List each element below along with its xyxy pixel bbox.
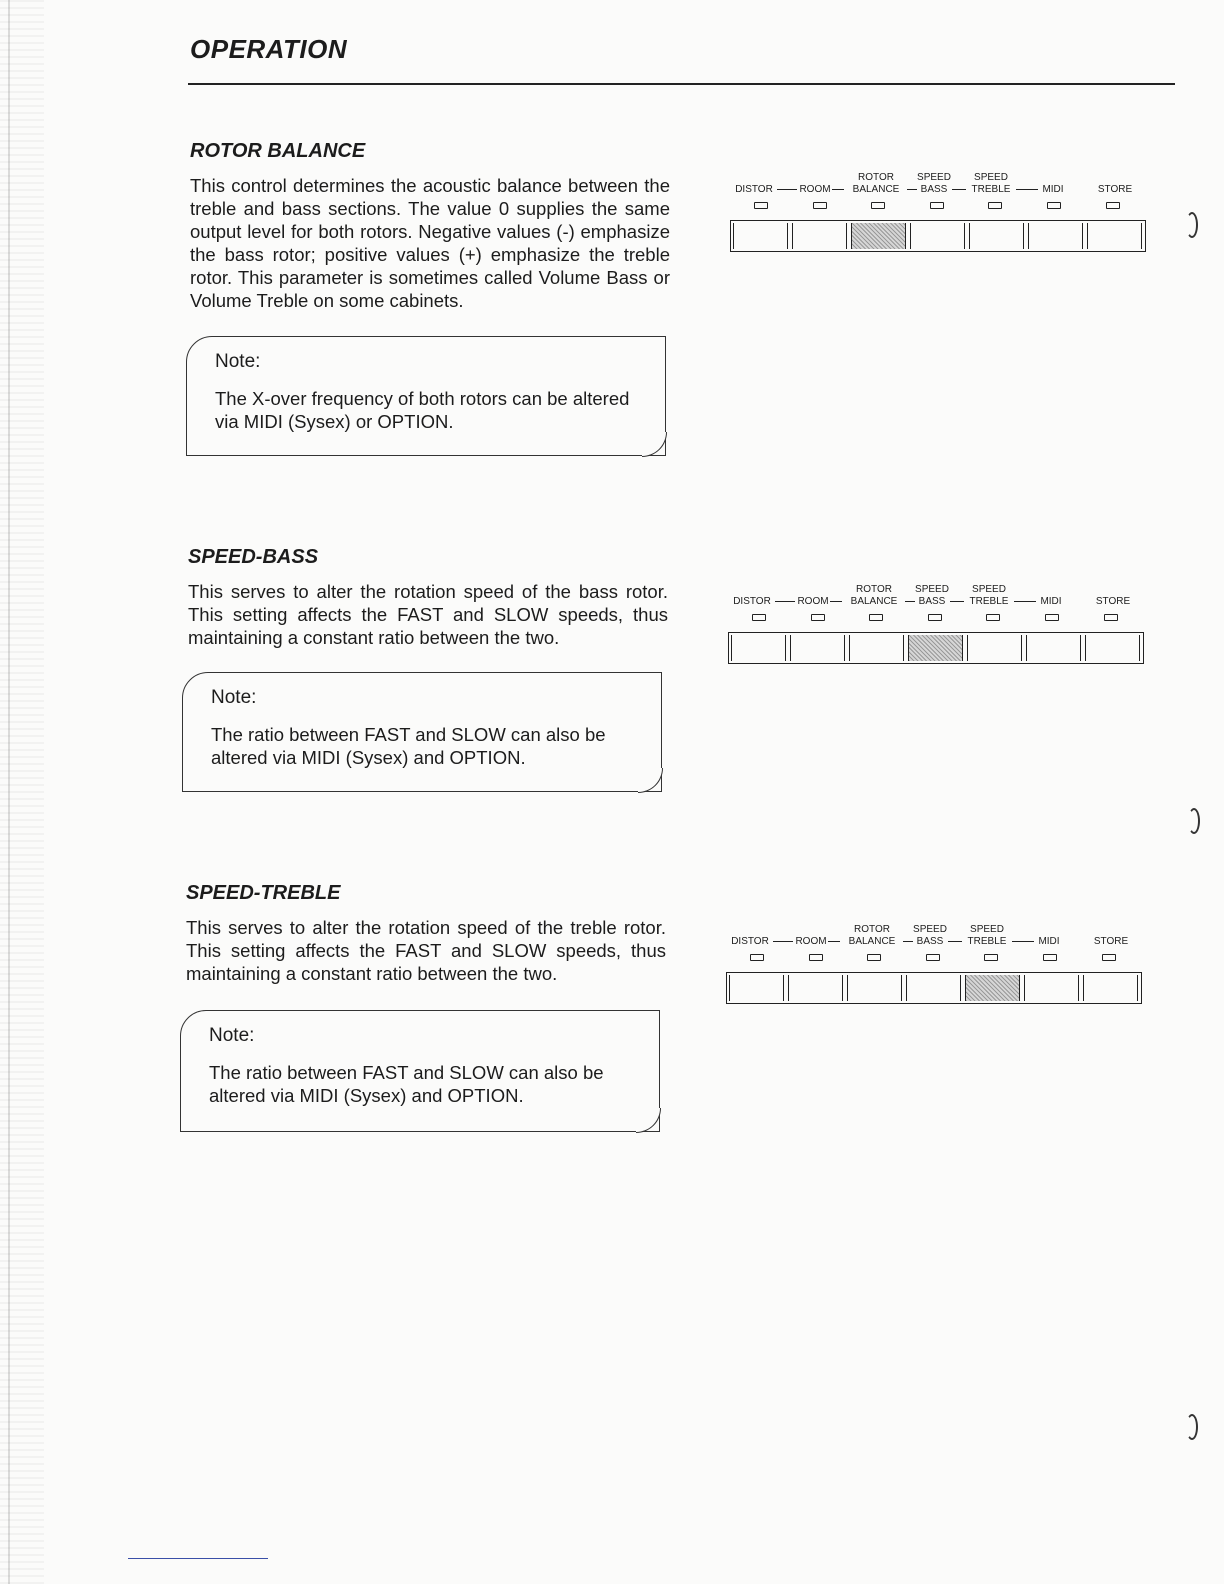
panel-label-top: SPEED [915,584,949,595]
panel-connector [1014,601,1036,602]
led-indicator-midi [1047,202,1061,209]
panel-label-room: ROOM [799,184,831,195]
title-rule [188,83,1175,85]
note-box [180,1010,660,1132]
panel-label-bass: BASS [918,596,946,607]
section-heading: SPEED-TREBLE [186,882,341,904]
panel-label-top: SPEED [913,924,947,935]
panel-button-bass[interactable] [906,975,961,1001]
panel-label-balance: BALANCE [852,184,900,195]
led-indicator-balance [871,202,885,209]
panel-label-distor: DISTOR [735,184,773,195]
button-strip [730,220,1146,252]
panel-button-treble[interactable] [967,635,1022,661]
led-indicator-treble [984,954,998,961]
panel-connector [903,941,913,942]
panel-label-top: ROTOR [856,584,892,595]
led-indicator-distor [752,614,766,621]
panel-label-top: ROTOR [858,172,894,183]
panel-button-room[interactable] [788,975,843,1001]
panel-button-balance[interactable] [851,223,906,249]
button-panel [730,172,1150,262]
led-indicator-treble [988,202,1002,209]
panel-label-distor: DISTOR [731,936,769,947]
binder-ring-icon [1186,212,1198,238]
note-title: Note: [211,687,257,708]
panel-label-top: SPEED [917,172,951,183]
section-text: This serves to alter the rotation speed of the bass rotor. This setting affects the FAST and SLOW speeds, thus maintaining a constant ratio between the two. [188,581,668,648]
panel-button-distor[interactable] [729,975,784,1001]
section-heading: ROTOR BALANCE [190,140,366,162]
panel-connector [773,941,793,942]
note-box [186,336,666,456]
button-panel [726,924,1146,1014]
led-indicator-room [813,202,827,209]
panel-connector [777,189,797,190]
panel-label-top: SPEED [970,924,1004,935]
footer-rule [128,1558,268,1559]
panel-label-midi: MIDI [1042,184,1064,195]
led-indicator-store [1106,202,1120,209]
panel-label-top: ROTOR [854,924,890,935]
led-indicator-distor [754,202,768,209]
panel-button-balance[interactable] [847,975,902,1001]
panel-label-distor: DISTOR [733,596,771,607]
panel-label-balance: BALANCE [848,936,896,947]
led-indicator-midi [1045,614,1059,621]
panel-connector [948,941,962,942]
section-text: This serves to alter the rotation speed of the treble rotor. This setting affects the FAST and SLOW speeds, thus maintaining a constant ratio between the two. [186,917,666,984]
note-text: The ratio between FAST and SLOW can also be altered via MIDI (Sysex) and OPTION. [211,724,606,768]
led-indicator-balance [869,614,883,621]
panel-label-bass: BASS [916,936,944,947]
led-indicator-bass [928,614,942,621]
panel-button-store[interactable] [1083,975,1138,1001]
panel-connector [1016,189,1038,190]
note-text: The X-over frequency of both rotors can be altered via MIDI (Sysex) or OPTION. [215,388,630,432]
panel-connector [907,189,917,190]
led-indicator-treble [986,614,1000,621]
led-indicator-room [809,954,823,961]
led-indicator-store [1102,954,1116,961]
panel-label-balance: BALANCE [850,596,898,607]
scan-edge-artifact [0,0,44,1584]
note-text: The ratio between FAST and SLOW can also be altered via MIDI (Sysex) and OPTION. [209,1062,604,1106]
button-panel [728,584,1148,674]
led-indicator-balance [867,954,881,961]
section-heading: SPEED-BASS [188,546,319,568]
panel-connector [950,601,964,602]
panel-label-store: STORE [1097,184,1133,195]
led-indicator-bass [926,954,940,961]
panel-button-midi[interactable] [1028,223,1083,249]
button-strip [728,632,1144,664]
binder-ring-icon [1186,1414,1198,1440]
panel-button-distor[interactable] [731,635,786,661]
panel-button-bass[interactable] [910,223,965,249]
panel-button-midi[interactable] [1024,975,1079,1001]
note-box [182,672,662,792]
button-strip [726,972,1142,1004]
panel-label-treble: TREBLE [967,936,1007,947]
panel-button-room[interactable] [790,635,845,661]
led-indicator-distor [750,954,764,961]
panel-connector [830,601,842,602]
panel-label-treble: TREBLE [969,596,1009,607]
led-indicator-bass [930,202,944,209]
panel-button-distor[interactable] [733,223,788,249]
panel-button-treble[interactable] [965,975,1020,1001]
panel-label-room: ROOM [797,596,829,607]
panel-connector [1012,941,1034,942]
section-text: This control determines the acoustic balance between the treble and bass sections. The value 0 supplies the same output level for both rotors. Negative values (-) emphasize the bass rotor; positive values (+) emphasize the treble rotor. This parameter is sometimes called Volume Bass or Volume Treble on some cabinets. [190,175,670,311]
panel-label-store: STORE [1093,936,1129,947]
panel-button-bass[interactable] [908,635,963,661]
panel-label-top: SPEED [974,172,1008,183]
panel-label-midi: MIDI [1040,596,1062,607]
panel-label-midi: MIDI [1038,936,1060,947]
panel-connector [952,189,966,190]
panel-button-store[interactable] [1087,223,1142,249]
led-indicator-room [811,614,825,621]
panel-connector [905,601,915,602]
note-title: Note: [215,351,261,372]
panel-button-store[interactable] [1085,635,1140,661]
note-title: Note: [209,1025,255,1046]
led-indicator-midi [1043,954,1057,961]
panel-label-room: ROOM [795,936,827,947]
panel-button-treble[interactable] [969,223,1024,249]
panel-label-treble: TREBLE [971,184,1011,195]
panel-label-bass: BASS [920,184,948,195]
led-indicator-store [1104,614,1118,621]
panel-button-room[interactable] [792,223,847,249]
binder-ring-icon [1188,808,1200,834]
panel-label-top: SPEED [972,584,1006,595]
panel-label-store: STORE [1095,596,1131,607]
panel-button-balance[interactable] [849,635,904,661]
page-title: OPERATION [190,34,348,64]
panel-connector [832,189,844,190]
panel-connector [775,601,795,602]
panel-button-midi[interactable] [1026,635,1081,661]
panel-connector [828,941,840,942]
